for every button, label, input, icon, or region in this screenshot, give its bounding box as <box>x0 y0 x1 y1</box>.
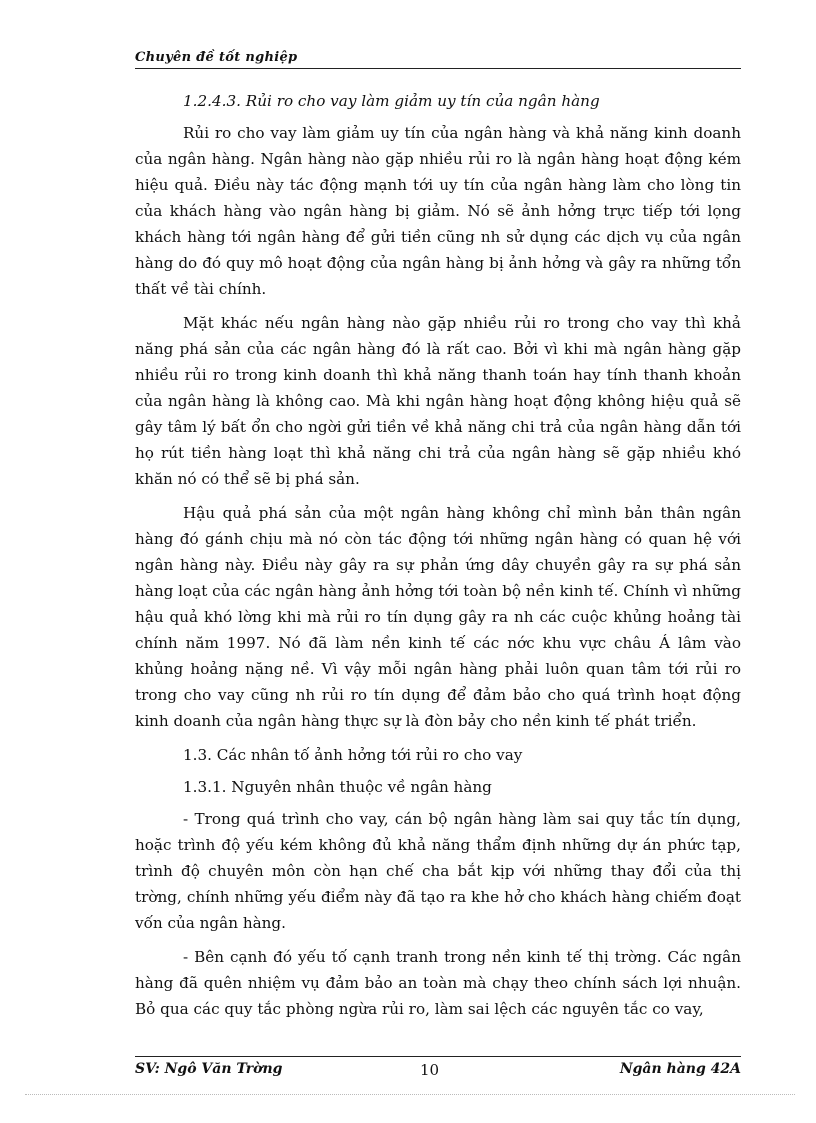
section-heading-1-2-4-3: 1.2.4.3. Rủi ro cho vay làm giảm uy tín của ngân hàng <box>183 92 600 110</box>
page-number: 10 <box>420 1061 440 1079</box>
page-footer <box>135 1056 741 1081</box>
paragraph-5: - Bên cạnh đó yếu tố cạnh tranh trong nền kinh tế thị trờng. Các ngân hàng đã quên nhiệm vụ đảm bảo an toàn mà chạy theo chính sách lợi nhuận. Bỏ qua các quy tắc phòng ngừa rủi ro, làm sai lệch các nguyên tắc co vay, <box>135 948 741 1018</box>
footer-class: Ngân hàng 42A <box>619 1061 741 1077</box>
paragraph-2: Mặt khác nếu ngân hàng nào gặp nhiều rủi ro trong cho vay thì khả năng phá sản của các ngân hàng đó là rất cao. Bởi vì khi mà ngân hàng gặp nhiều rủi ro trong kinh doanh thì khả năng thanh toán hay tính thanh khoản của ngân hàng là không cao. Mà khi ngân hàng hoạt động không hiệu quả sẽ gây tâm lý bất ổn cho ngời gửi tiền về khả năng chi trả của ngân hàng dẫn tới họ rút tiền hàng loạt thì khả năng chi trả của ngân hàng sẽ gặp nhiều khó khăn nó có thể sẽ bị phá sản. <box>135 314 741 488</box>
document-body <box>135 88 741 1030</box>
paragraph-1: Rủi ro cho vay làm giảm uy tín của ngân hàng và khả năng kinh doanh của ngân hàng. Ngân hàng nào gặp nhiều rủi ro là ngân hàng hoạt động kém hiệu quả. Điều này tác động mạnh tới uy tín của ngân hàng làm cho lòng tin của khách hàng vào ngân hàng bị giảm. Nó sẽ ảnh hởng trực tiếp tới lọng khách hàng tới ngân hàng để gửi tiền cũng nh sử dụng các dịch vụ của ngân hàng do đó quy mô hoạt động của ngân hàng bị ảnh hởng và gây ra những tổn thất về tài chính. <box>135 124 741 298</box>
paragraph-3: Hậu quả phá sản của một ngân hàng không chỉ mình bản thân ngân hàng đó gánh chịu mà nó còn tác động tới những ngân hàng có quan hệ với ngân hàng này. Điều này gây ra sự phản ứng dây chuyền gây ra sự phá sản hàng loạt của các ngân hàng ảnh hởng tới toàn bộ nền kinh tế. Chính vì những hậu quả khó lờng khi mà rủi ro tín dụng gây ra nh các cuộc khủng hoảng tài chính năm 1997. Nó đã làm nền kinh tế các nớc khu vực châu Á lâm vào khủng hoảng nặng nề. Vì vậy mỗi ngân hàng phải luôn quan tâm tới rủi ro trong cho vay cũng nh rủi ro tín dụng để đảm bảo cho quá trình hoạt động kinh doanh của ngân hàng thực sự là đòn bảy cho nền kinh tế phát triển. <box>135 504 741 730</box>
footer-author: SV: Ngô Văn Trờng <box>135 1061 283 1077</box>
page-header <box>135 50 741 69</box>
page-bottom-divider <box>25 1094 795 1095</box>
header-title: Chuyên đề tốt nghiệp <box>135 50 298 65</box>
section-heading-1-3: 1.3. Các nhân tố ảnh hởng tới rủi ro cho vay <box>183 746 523 764</box>
section-heading-1-3-1: 1.3.1. Nguyên nhân thuộc về ngân hàng <box>183 778 492 796</box>
paragraph-4: - Trong quá trình cho vay, cán bộ ngân hàng làm sai quy tắc tín dụng, hoặc trình độ yếu kém không đủ khả năng thẩm định những dự án phức tạp, trình độ chuyên môn còn hạn chế cha bắt kịp với những thay đổi của thị trờng, chính những yếu điểm này đã tạo ra khe hở cho khách hàng chiếm đoạt vốn của ngân hàng. <box>135 810 741 932</box>
